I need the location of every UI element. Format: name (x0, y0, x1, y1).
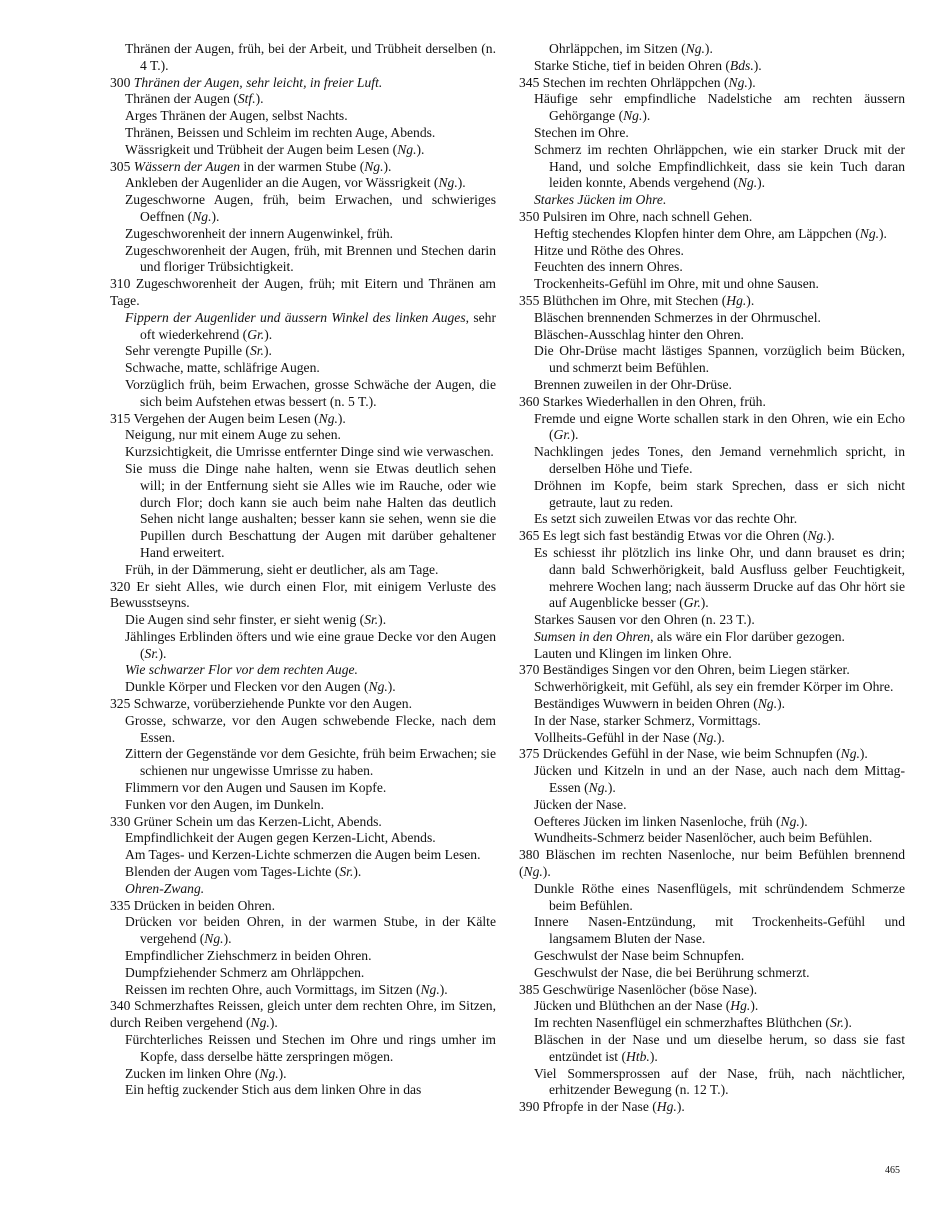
symptom-entry: Thränen, Beissen und Schleim im rechten Auge, Abends. (125, 124, 436, 140)
symptom-entry: Wundheits-Schmerz beider Nasenlöcher, auch beim Befühlen. (534, 830, 873, 846)
symptom-entry: Jücken der Nase. (534, 796, 627, 812)
symptom-entry: Bläschen brennenden Schmerzes in der Ohrmuschel. (534, 309, 821, 325)
symptom-entry (110, 898, 496, 915)
entry-number: 315 (110, 410, 134, 426)
symptom-entry (110, 814, 496, 831)
symptom-entry: Thränen der Augen (Stf.). (125, 91, 264, 107)
symptom-entry: Kurzsichtigkeit, die Umrisse entfernter Dinge sind wie verwaschen. (125, 444, 494, 460)
entry-text: Schmerzhaftes Reissen, gleich unter dem rechten Ohre, im Sitzen, durch Reiben vergehend (Ng.). (110, 998, 496, 1031)
entry-text: Blüthchen im Ohre, mit Stechen (Hg.). (542, 292, 755, 308)
symptom-entry: Blenden der Augen vom Tages-Lichte (Sr.). (125, 864, 362, 880)
entry-number: 335 (110, 897, 134, 913)
entry-text: Starkes Wiederhallen in den Ohren, früh. (542, 393, 766, 409)
entry-text: Thränen der Augen, sehr leicht, in freier Luft. (133, 74, 383, 90)
symptom-entry: Wässrigkeit und Trübheit der Augen beim Lesen (Ng.). (125, 141, 425, 157)
symptom-entry: Zugeschworenheit der innern Augenwinkel, früh. (125, 225, 394, 241)
symptom-entry: Starkes Jücken im Ohre. (534, 192, 667, 208)
symptom-entry (110, 75, 496, 92)
symptom-entry: Ankleben der Augenlider an die Augen, vor Wässrigkeit (Ng.). (125, 175, 466, 191)
symptom-entry (110, 276, 496, 310)
symptom-entry (519, 209, 905, 226)
entry-text: Geschwürige Nasenlöcher (böse Nase). (542, 981, 758, 997)
symptom-entry: Grosse, schwarze, vor den Augen schwebende Flecke, nach dem Essen. (125, 712, 496, 745)
entry-text: Bläschen im rechten Nasenloche, nur beim Befühlen brennend (Ng.). (519, 847, 906, 880)
symptom-entry: Fremde und eigne Worte schallen stark in den Ohren, wie ein Echo (Gr.). (534, 410, 905, 443)
entry-number: 375 (519, 746, 543, 762)
symptom-entry: Jählinges Erblinden öfters und wie eine graue Decke vor den Augen (Sr.). (125, 628, 496, 661)
symptom-entry: Dunkle Körper und Flecken vor den Augen (Ng.). (125, 679, 396, 695)
symptom-entry: Fippern der Augenlider und äussern Winkel des linken Auges, sehr oft wiederkehrend (Gr.). (125, 309, 496, 342)
symptom-entry: Zucken im linken Ohre (Ng.). (125, 1065, 287, 1081)
symptom-entry: Dröhnen im Kopfe, beim stark Sprechen, dass er sich nicht getraute, laut zu reden. (534, 477, 905, 510)
symptom-entry: Innere Nasen-Entzündung, mit Trockenheits-Gefühl und langsamem Bluten der Nase. (534, 914, 905, 947)
symptom-entry (519, 75, 905, 92)
entry-text: Beständiges Singen vor den Ohren, beim Liegen stärker. (542, 662, 850, 678)
entry-number: 385 (519, 981, 543, 997)
symptom-entry: Drücken vor beiden Ohren, in der warmen Stube, in der Kälte vergehend (Ng.). (125, 914, 496, 947)
symptom-entry (519, 293, 905, 310)
symptom-entry (110, 159, 496, 176)
page-number: 465 (885, 1165, 900, 1176)
symptom-entry: Trockenheits-Gefühl im Ohre, mit und ohne Sausen. (534, 276, 819, 292)
symptom-entry: Lauten und Klingen im linken Ohre. (534, 645, 732, 661)
symptom-entry: Bläschen in der Nase und um dieselbe herum, so dass sie fast entzündet ist (Htb.). (534, 1032, 905, 1064)
symptom-entry: Zugeschworenheit der Augen, früh, mit Brennen und Stechen darin und floriger Trübsichtigkeit. (125, 242, 496, 275)
symptom-entry: Schwache, matte, schläfrige Augen. (125, 360, 320, 376)
symptom-entry: Nachklingen jedes Tones, den Jemand vernehmlich spricht, in derselben Höhe und Tiefe. (534, 444, 905, 476)
symptom-entry (519, 662, 905, 679)
left-column (110, 41, 496, 1099)
symptom-entry: Feuchten des innern Ohres. (534, 259, 683, 275)
symptom-entry (519, 746, 905, 763)
symptom-entry: Empfindlichkeit der Augen gegen Kerzen-Licht, Abends. (125, 830, 436, 846)
entry-text: Grüner Schein um das Kerzen-Licht, Abends. (133, 813, 382, 829)
symptom-entry: Sumsen in den Ohren, als wäre ein Flor darüber gezogen. (534, 628, 845, 644)
symptom-entry: Jücken und Blüthchen an der Nase (Hg.). (534, 998, 759, 1014)
entry-number: 305 (110, 158, 134, 174)
entry-text: Vergehen der Augen beim Lesen (Ng.). (133, 410, 346, 426)
symptom-entry (519, 394, 905, 411)
symptom-entry: Arges Thränen der Augen, selbst Nachts. (125, 108, 348, 124)
symptom-entry: Zittern der Gegenstände vor dem Gesichte, früh beim Erwachen; sie schienen nur ungewisse Umrisse zu haben. (125, 746, 496, 779)
entry-text: Pulsiren im Ohre, nach schnell Gehen. (542, 208, 753, 224)
entry-text: Stechen im rechten Ohrläppchen (Ng.). (542, 74, 756, 90)
symptom-entry: Vorzüglich früh, beim Erwachen, grosse Schwäche der Augen, die sich beim Aufstehen etwas bessert (n. 5 T.). (125, 376, 496, 409)
symptom-entry: Stechen im Ohre. (534, 124, 629, 140)
symptom-entry: Jücken und Kitzeln in und an der Nase, auch nach dem Mittag-Essen (Ng.). (534, 763, 905, 796)
symptom-entry: Häufige sehr empfindliche Nadelstiche am rechten äussern Gehörgange (Ng.). (534, 91, 905, 124)
symptom-entry: Empfindlicher Ziehschmerz in beiden Ohren. (125, 948, 372, 964)
symptom-entry: Es schiesst ihr plötzlich ins linke Ohr, und dann brauset es drin; dann bald Schwerhörigkeit, bald Ausfluss gelber Feuchtigkeit, mehrere Wochen lang; nach äusserm Drucke auf das Ohr hört sie auf Augenblicke besser (Gr.). (534, 544, 905, 611)
symptom-entry (519, 847, 905, 881)
symptom-entry: Ein heftig zuckender Stich aus dem linken Ohre in das (125, 1082, 422, 1098)
symptom-entry: Ohren-Zwang. (125, 880, 205, 896)
symptom-entry (519, 1099, 905, 1116)
right-column (519, 41, 905, 1116)
symptom-entry: Starkes Sausen vor den Ohren (n. 23 T.). (534, 612, 755, 628)
symptom-entry: Am Tages- und Kerzen-Lichte schmerzen die Augen beim Lesen. (125, 847, 481, 863)
symptom-entry: Thränen der Augen, früh, bei der Arbeit, und Trübheit derselben (n. 4 T.). (125, 41, 496, 73)
symptom-entry: In der Nase, starker Schmerz, Vormittags. (534, 712, 761, 728)
symptom-entry: Funken vor den Augen, im Dunkeln. (125, 796, 324, 812)
entry-text: Zugeschworenheit der Augen, früh; mit Eitern und Thränen am Tage. (110, 276, 496, 308)
symptom-entry: Fürchterliches Reissen und Stechen im Ohre und rings umher im Kopfe, dass derselbe hätte zerspringen mögen. (125, 1032, 496, 1064)
symptom-entry: Flimmern vor den Augen und Sausen im Kopfe. (125, 780, 387, 796)
symptom-entry: Früh, in der Dämmerung, sieht er deutlicher, als am Tage. (125, 561, 439, 577)
symptom-entry: Vollheits-Gefühl in der Nase (Ng.). (534, 729, 725, 745)
symptom-entry (110, 411, 496, 428)
entry-text: Schwarze, vorüberziehende Punkte vor den Augen. (133, 696, 412, 712)
entry-number: 350 (519, 208, 543, 224)
entry-text: Drücken in beiden Ohren. (133, 897, 275, 913)
symptom-entry (110, 998, 496, 1032)
symptom-entry: Im rechten Nasenflügel ein schmerzhaftes Blüthchen (Sr.). (534, 1015, 852, 1031)
entry-text: Er sieht Alles, wie durch einen Flor, mit einigem Verluste des Bewusstseyns. (110, 578, 496, 611)
entry-number: 325 (110, 696, 134, 712)
entry-number: 390 (519, 1099, 543, 1115)
symptom-entry (519, 528, 905, 545)
symptom-entry: Oefteres Jücken im linken Nasenloche, früh (Ng.). (534, 813, 808, 829)
symptom-entry: Sie muss die Dinge nahe halten, wenn sie Etwas deutlich sehen will; in der Entfernung sieht sie Alles wie im Rauche, oder wie durch Flor; doch kann sie auch beim nahe Halten das deutlich Sehen nicht lange aushalten; besser kann sie sehen, wenn sie die Pupillen durch Beschattung der Augen mit darüber gehaltener Hand erweitert. (125, 460, 496, 560)
entry-number: 300 (110, 74, 134, 90)
symptom-entry: Wie schwarzer Flor vor dem rechten Auge. (125, 662, 358, 678)
symptom-entry: Geschwulst der Nase, die bei Berührung schmerzt. (534, 964, 810, 980)
entry-text: Wässern der Augen in der warmen Stube (Ng.). (133, 158, 392, 174)
entry-number: 330 (110, 813, 134, 829)
symptom-entry (110, 696, 496, 713)
symptom-entry: Ohrläppchen, im Sitzen (Ng.). (549, 41, 713, 56)
symptom-entry: Zugeschworne Augen, früh, beim Erwachen, und schwieriges Oeffnen (Ng.). (125, 192, 496, 224)
entry-number: 360 (519, 393, 543, 409)
entry-text: Drückendes Gefühl in der Nase, wie beim Schnupfen (Ng.). (542, 746, 868, 762)
entry-number: 310 (110, 276, 136, 292)
entry-number: 380 (519, 847, 546, 863)
symptom-entry: Viel Sommersprossen auf der Nase, früh, nach nächtlicher, erhitzender Bewegung (n. 12 T.). (534, 1065, 905, 1098)
symptom-entry: Es setzt sich zuweilen Etwas vor das rechte Ohr. (534, 511, 798, 527)
symptom-entry: Reissen im rechten Ohre, auch Vormittags, im Sitzen (Ng.). (125, 981, 448, 997)
entry-number: 320 (110, 578, 137, 594)
symptom-entry: Brennen zuweilen in der Ohr-Drüse. (534, 376, 732, 392)
symptom-entry: Schwerhörigkeit, mit Gefühl, als sey ein fremder Körper im Ohre. (534, 679, 894, 695)
symptom-entry: Beständiges Wuwwern in beiden Ohren (Ng.). (534, 696, 786, 712)
symptom-entry: Die Augen sind sehr finster, er sieht wenig (Sr.). (125, 612, 387, 628)
symptom-entry: Starke Stiche, tief in beiden Ohren (Bds.). (534, 57, 762, 73)
symptom-entry: Hitze und Röthe des Ohres. (534, 242, 684, 258)
symptom-entry: Geschwulst der Nase beim Schnupfen. (534, 948, 745, 964)
entry-text: Es legt sich fast beständig Etwas vor die Ohren (Ng.). (542, 528, 835, 544)
symptom-entry: Dumpfziehender Schmerz am Ohrläppchen. (125, 964, 365, 980)
symptom-entry: Die Ohr-Drüse macht lästiges Spannen, vorzüglich beim Bücken, und schmerzt beim Befühlen. (534, 343, 905, 376)
entry-number: 365 (519, 528, 543, 544)
entry-number: 345 (519, 74, 543, 90)
symptom-entry: Schmerz im rechten Ohrläppchen, wie ein starker Druck mit der Hand, und solche Empfindlichkeit, dass sie kein Tuch daran leiden konnte, Abends vergehend (Ng.). (534, 141, 905, 191)
symptom-entry: Dunkle Röthe eines Nasenflügels, mit schründendem Schmerze beim Befühlen. (534, 880, 905, 913)
entry-number: 355 (519, 292, 543, 308)
entry-number: 340 (110, 998, 135, 1014)
symptom-entry: Neigung, nur mit einem Auge zu sehen. (125, 427, 341, 443)
symptom-entry (110, 579, 496, 613)
entry-text: Pfropfe in der Nase (Hg.). (542, 1099, 685, 1115)
symptom-entry (519, 982, 905, 999)
symptom-entry: Bläschen-Ausschlag hinter den Ohren. (534, 326, 744, 342)
symptom-entry: Heftig stechendes Klopfen hinter dem Ohre, am Läppchen (Ng.). (534, 225, 887, 241)
entry-number: 370 (519, 662, 543, 678)
symptom-entry: Sehr verengte Pupille (Sr.). (125, 343, 272, 359)
